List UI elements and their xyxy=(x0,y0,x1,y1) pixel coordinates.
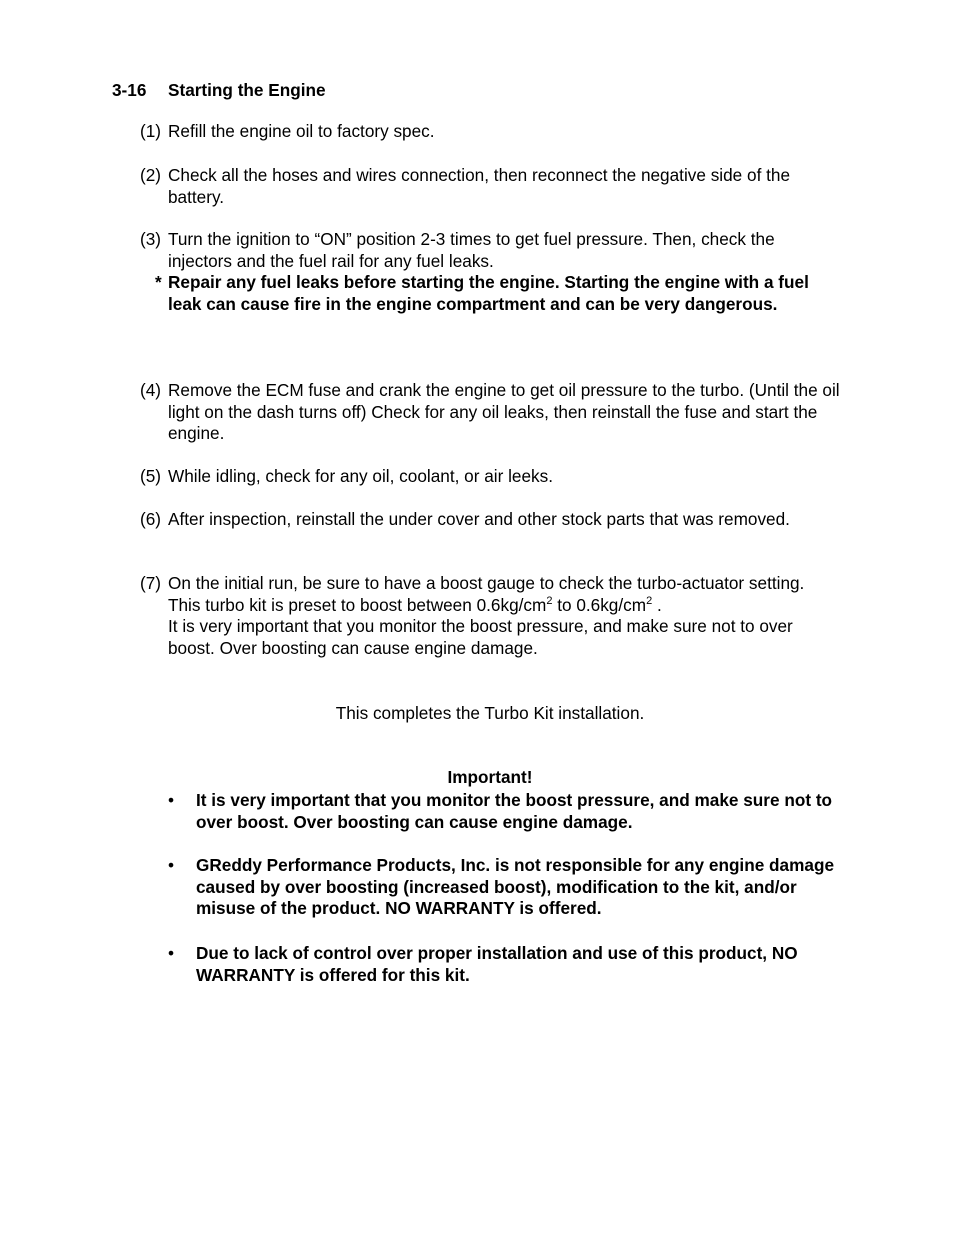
step-text: Check all the hoses and wires connection, then reconnect the negative side of the battery. xyxy=(168,165,791,207)
section-title: Starting the Engine xyxy=(168,80,326,100)
superscript: 2 xyxy=(646,594,653,607)
step-4 xyxy=(140,380,840,445)
step-text-part: . xyxy=(652,594,662,615)
step-3 xyxy=(140,229,840,272)
step-label: (5) xyxy=(140,466,162,486)
step-2 xyxy=(140,165,840,208)
step-7 xyxy=(140,573,840,659)
step-label: (6) xyxy=(140,509,162,529)
important-text: It is very important that you monitor the boost pressure, and make sure not to over boost. Over boosting can cause engine damage. xyxy=(196,790,833,832)
important-heading: Important! xyxy=(447,767,533,787)
step-text: Refill the engine oil to factory spec. xyxy=(168,121,435,141)
superscript: 2 xyxy=(546,594,553,607)
step-label: (2) xyxy=(140,165,162,185)
section-heading xyxy=(112,80,326,101)
step-label: (4) xyxy=(140,380,162,400)
important-text: GReddy Performance Products, Inc. is not responsible for any engine damage caused by over boosting (increased boost), modification to the kit, and/or misuse of the product. NO WARRANTY is offered. xyxy=(196,855,835,919)
important-item-3 xyxy=(168,943,838,986)
fuel-leak-warning xyxy=(155,272,845,315)
warning-text: Repair any fuel leaks before starting the engine. Starting the engine with a fuel leak can cause fire in the engine compartment and can be very dangerous. xyxy=(168,272,809,314)
step-text: While idling, check for any oil, coolant, or air leeks. xyxy=(168,466,553,486)
completion-note: This completes the Turbo Kit installation. xyxy=(335,703,645,723)
step-label: (7) xyxy=(140,573,162,593)
section-number: 3-16 xyxy=(112,80,147,100)
step-6 xyxy=(140,509,840,531)
bullet-icon: • xyxy=(168,943,175,963)
step-text-part: On the initial run, be sure to have a boost gauge to check the turbo-actuator setting. This turbo kit is preset to boost between 0.6kg/cm xyxy=(168,573,805,615)
warning-marker: * xyxy=(155,272,162,292)
bullet-icon: • xyxy=(168,790,175,810)
step-text-part: It is very important that you monitor the boost pressure, and make sure not to over boost. Over boosting can cause engine damage. xyxy=(168,616,793,658)
step-1 xyxy=(140,121,840,143)
step-text: Turn the ignition to “ON” position 2-3 times to get fuel pressure. Then, check the injectors and the fuel rail for any fuel leaks. xyxy=(168,229,775,271)
step-text-part: to 0.6kg/cm xyxy=(552,594,647,615)
important-item-1 xyxy=(168,790,838,833)
bullet-icon: • xyxy=(168,855,175,875)
step-text xyxy=(168,573,840,659)
step-label: (1) xyxy=(140,121,162,141)
important-text: Due to lack of control over proper installation and use of this product, NO WARRANTY is offered for this kit. xyxy=(196,943,798,985)
step-label: (3) xyxy=(140,229,162,249)
step-text: After inspection, reinstall the under cover and other stock parts that was removed. xyxy=(168,509,790,529)
step-text: Remove the ECM fuse and crank the engine to get oil pressure to the turbo. (Until the oil light on the dash turns off) Check for any oil leaks, then reinstall the fuse and start the engine. xyxy=(168,380,840,444)
step-5 xyxy=(140,466,840,488)
important-item-2 xyxy=(168,855,838,920)
